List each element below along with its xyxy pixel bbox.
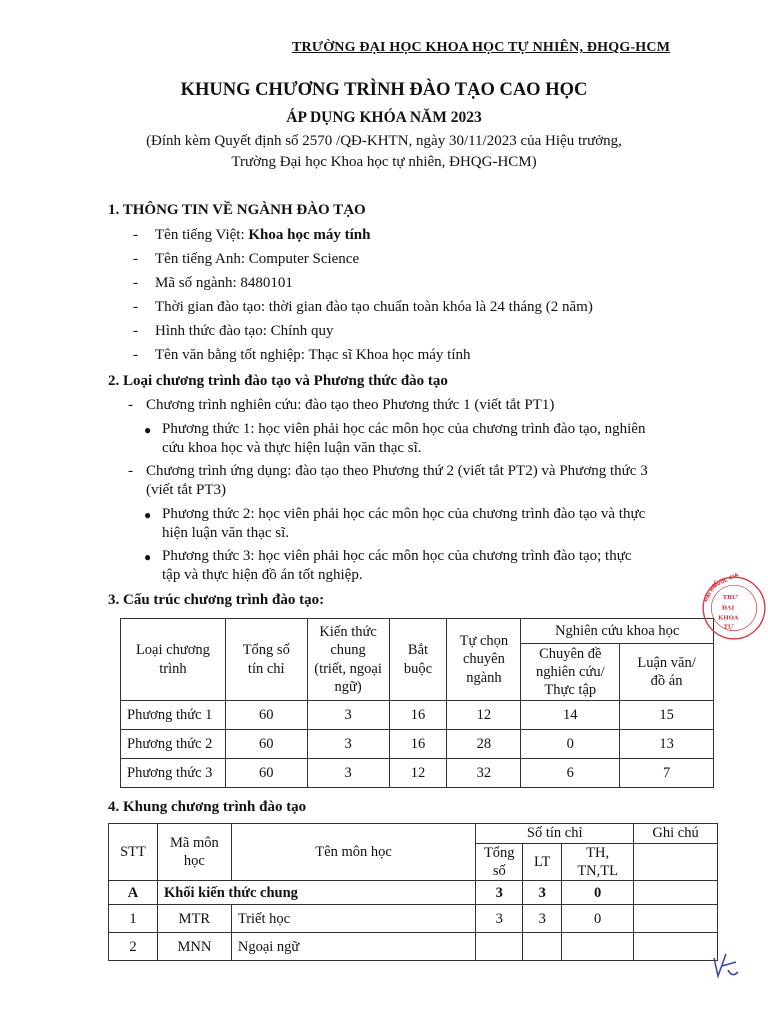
- col-header-general: Kiến thức chung (triết, ngoại ngữ): [307, 619, 389, 701]
- table-cell: A: [109, 881, 158, 905]
- svg-text:TỰ: TỰ: [723, 623, 734, 631]
- col-header-stt: STT: [109, 824, 158, 881]
- pt2-line2: hiện luận văn thạc sĩ.: [162, 525, 290, 541]
- program-name-vi: Khoa học máy tính: [248, 227, 371, 243]
- applied-program-line1: Chương trình ứng dụng: đào tạo theo Phương thứ 2 (viết tắt PT2) và Phương thức 3: [146, 463, 648, 479]
- table-cell: 32: [447, 759, 521, 788]
- signature-mark: [708, 948, 742, 982]
- table-cell: 60: [225, 701, 307, 730]
- note-cell: [634, 844, 718, 881]
- research-program: Chương trình nghiên cứu: đào tạo theo Phương thức 1 (viết tắt PT1): [146, 397, 555, 413]
- col-header-name: Tên môn học: [231, 824, 475, 881]
- table-cell: [562, 933, 634, 961]
- table-group-row: [109, 881, 718, 905]
- col-header-type: Loại chương trình: [121, 619, 226, 701]
- table-cell: 60: [225, 730, 307, 759]
- pt1-line1: Phương thức 1: học viên phải học các môn học của chương trình đào tạo, nghiên: [162, 421, 646, 437]
- list-item: Tên tiếng Việt: Khoa học máy tính: [155, 227, 371, 243]
- table-cell: [523, 933, 562, 961]
- table-cell: 1: [109, 905, 158, 933]
- document-title: KHUNG CHƯƠNG TRÌNH ĐÀO TẠO CAO HỌC: [180, 80, 588, 100]
- dash-bullet: -: [133, 275, 138, 291]
- table-cell: Ngoại ngữ: [231, 933, 475, 961]
- note-cell: [634, 881, 718, 905]
- table-cell: 14: [521, 701, 620, 730]
- table-cell: [476, 933, 523, 961]
- col-header-total: Tổng số tín chỉ: [225, 619, 307, 701]
- svg-text:ĐẠI: ĐẠI: [721, 604, 735, 612]
- table-cell: 0: [562, 905, 634, 933]
- table-cell: 7: [620, 759, 714, 788]
- table-cell: 16: [389, 730, 447, 759]
- dash-bullet: -: [128, 397, 133, 413]
- table-cell: Phương thức 3: [121, 759, 226, 788]
- dash-bullet: -: [133, 323, 138, 339]
- table-cell: 15: [620, 701, 714, 730]
- table-cell: MNN: [157, 933, 231, 961]
- table-cell: 60: [225, 759, 307, 788]
- table-cell: Khối kiến thức chung: [157, 881, 475, 905]
- table-cell: 3: [307, 759, 389, 788]
- col-header-total: Tổng số: [476, 844, 523, 881]
- table-cell: 28: [447, 730, 521, 759]
- decision-line-2: Trường Đại học Khoa học tự nhiên, ĐHQG-HCM): [231, 154, 537, 170]
- col-header-elective: Tự chọn chuyên ngành: [447, 619, 521, 701]
- col-header-topic: Chuyên đề nghiên cứu/ Thực tập: [521, 644, 620, 701]
- table-row: [121, 759, 714, 788]
- col-header-required: Bắt buộc: [389, 619, 447, 701]
- table-cell: Phương thức 2: [121, 730, 226, 759]
- bullet-dot: ●: [144, 550, 152, 564]
- svg-text:KHOA: KHOA: [718, 614, 739, 622]
- document-subtitle: ÁP DỤNG KHÓA NĂM 2023: [286, 109, 482, 126]
- table-cell: 12: [447, 701, 521, 730]
- table-cell: 0: [521, 730, 620, 759]
- col-header-th: TH, TN,TL: [562, 844, 634, 881]
- note-cell: [634, 905, 718, 933]
- pt3-line1: Phương thức 3: học viên phải học các môn học của chương trình đào tạo; thực: [162, 548, 632, 564]
- bullet-dot: ●: [144, 508, 152, 522]
- section4-heading: 4. Khung chương trình đào tạo: [108, 799, 307, 815]
- list-item: Thời gian đào tạo: thời gian đào tạo chuẩn toàn khóa là 24 tháng (2 năm): [155, 299, 593, 315]
- decision-line-1: (Đính kèm Quyết định số 2570 /QĐ-KHTN, ngày 30/11/2023 của Hiệu trưởng,: [146, 133, 622, 149]
- svg-text:QUỐC GIA: QUỐC GIA: [711, 572, 740, 590]
- bullet-dot: ●: [144, 423, 152, 437]
- table-cell: 3: [307, 730, 389, 759]
- col-header-thesis: Luận văn/ đồ án: [620, 644, 714, 701]
- list-item: Hình thức đào tạo: Chính quy: [155, 323, 334, 339]
- structure-table: [120, 618, 714, 788]
- section3-heading: 3. Cấu trúc chương trình đào tạo:: [108, 592, 325, 608]
- dash-bullet: -: [133, 347, 138, 363]
- table-cell: 6: [521, 759, 620, 788]
- table-cell: 3: [523, 905, 562, 933]
- table-cell: 12: [389, 759, 447, 788]
- table-cell: 3: [476, 881, 523, 905]
- list-item: Tên văn bằng tốt nghiệp: Thạc sĩ Khoa học máy tính: [155, 347, 471, 363]
- curriculum-table: [108, 823, 718, 961]
- col-header-credits: Số tín chỉ: [476, 824, 634, 844]
- col-header-code: Mã môn học: [157, 824, 231, 881]
- section1-heading: 1. THÔNG TIN VỀ NGÀNH ĐÀO TẠO: [108, 202, 366, 218]
- col-header-research: Nghiên cứu khoa học: [521, 619, 714, 644]
- dash-bullet: -: [128, 463, 133, 479]
- applied-program-line2: (viết tắt PT3): [146, 482, 226, 498]
- dash-bullet: -: [133, 251, 138, 267]
- table-row: [109, 933, 718, 961]
- table-cell: 0: [562, 881, 634, 905]
- table-cell: 3: [476, 905, 523, 933]
- pt2-line1: Phương thức 2: học viên phải học các môn học của chương trình đào tạo và thực: [162, 506, 646, 522]
- list-item: Mã số ngành: 8480101: [155, 275, 293, 291]
- table-cell: 13: [620, 730, 714, 759]
- note-cell: [634, 933, 718, 961]
- col-header-note: Ghi chú: [634, 824, 718, 844]
- col-header-lt: LT: [523, 844, 562, 881]
- university-header: TRƯỜNG ĐẠI HỌC KHOA HỌC TỰ NHIÊN, ĐHQG-HCM: [292, 40, 671, 55]
- svg-text:ĐẠI HỌC: ĐẠI HỌC: [702, 579, 720, 604]
- table-row: [121, 730, 714, 759]
- table-cell: 3: [523, 881, 562, 905]
- table-cell: Triết học: [231, 905, 475, 933]
- table-row: [121, 701, 714, 730]
- dash-bullet: -: [133, 227, 138, 243]
- section2-heading: 2. Loại chương trình đào tạo và Phương thức đào tạo: [108, 373, 448, 389]
- table-cell: MTR: [157, 905, 231, 933]
- pt1-line2: cứu khoa học và thực hiện luận văn thạc sĩ.: [162, 440, 422, 456]
- pt3-line2: tập và thực hiện đồ án tốt nghiệp.: [162, 567, 363, 583]
- table-cell: 3: [307, 701, 389, 730]
- table-row: [109, 905, 718, 933]
- table-cell: 16: [389, 701, 447, 730]
- official-stamp: [700, 533, 768, 683]
- dash-bullet: -: [133, 299, 138, 315]
- table-cell: 2: [109, 933, 158, 961]
- table-cell: Phương thức 1: [121, 701, 226, 730]
- list-item: Tên tiếng Anh: Computer Science: [155, 251, 360, 267]
- svg-text:TRƯ: TRƯ: [722, 593, 738, 601]
